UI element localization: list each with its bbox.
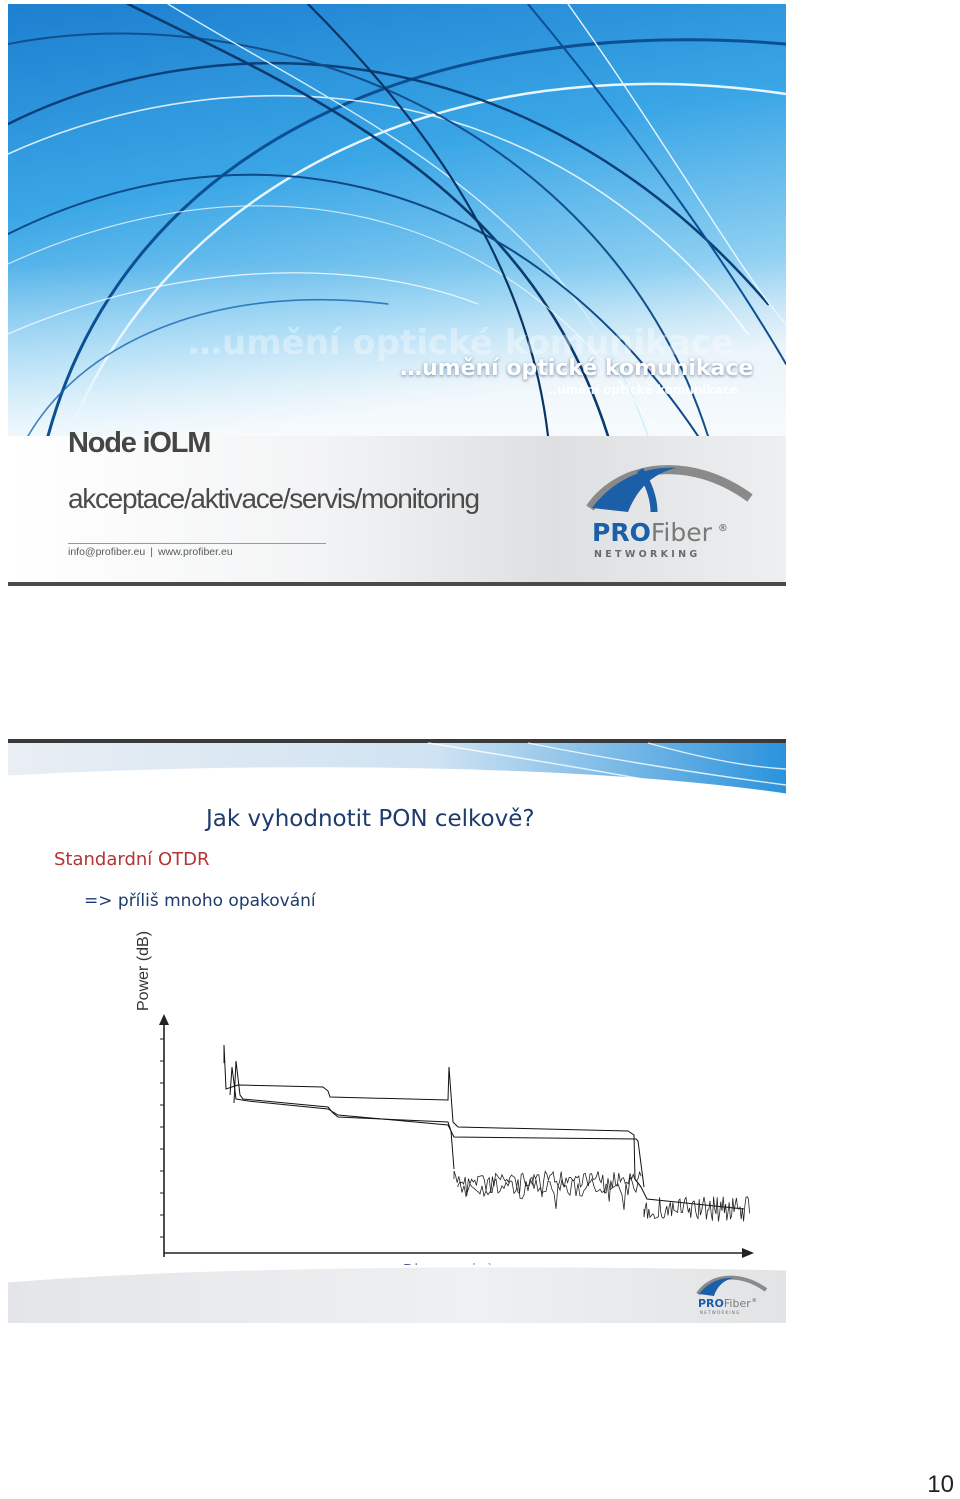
otdr-chart [8, 917, 786, 1277]
hero-tagline-small: ..umění optické komunikace [548, 383, 738, 397]
svg-text:PROFiber® [698, 1297, 757, 1310]
logo-word-pro: PRO [698, 1297, 724, 1310]
divider [68, 543, 326, 544]
hero-tagline: …umění optické komunikace [400, 356, 754, 381]
logo-word-pro: PRO [592, 518, 651, 547]
noise-floor [454, 1171, 750, 1222]
bullet-too-many-repeats [84, 891, 316, 911]
svg-text:PROFiber® [592, 518, 728, 547]
logo-networking: N E T W O R K I N G [700, 1310, 740, 1315]
trace-3 [230, 1067, 644, 1187]
contact-separator: | [150, 546, 153, 558]
otdr-traces [224, 1045, 744, 1209]
slide-bottom-edge [8, 582, 786, 586]
profiber-logo-small [694, 1272, 772, 1316]
arrow-glyph: => [84, 891, 113, 911]
slide-footer-band [8, 1229, 786, 1323]
logo-registered-mark: ® [717, 523, 728, 534]
logo-word-fiber: Fiber [723, 1297, 751, 1310]
svg-text:…umění optické komunikace: …umění optické komunikace [188, 323, 735, 363]
contact-email: info@profiber.eu [68, 546, 146, 558]
logo-word-fiber: Fiber [650, 518, 712, 547]
title-slide [8, 4, 786, 586]
slide-title: Node iOLM [68, 427, 211, 459]
trace-1 [224, 1045, 641, 1187]
contact-website: www.profiber.eu [157, 546, 233, 558]
bullet-text: příliš mnoho opakování [117, 891, 316, 911]
bullet-standard-otdr: Standardní OTDR [54, 849, 210, 870]
logo-registered-mark: ® [751, 1298, 757, 1304]
trace-1-tail [635, 1179, 744, 1209]
page-number: 10 [927, 1471, 954, 1498]
contact-line [68, 546, 233, 558]
noise-trace-c [644, 1197, 750, 1222]
logo-networking: N E T W O R K I N G [594, 549, 698, 560]
trace-2 [234, 1061, 454, 1169]
content-slide [8, 739, 786, 1323]
profiber-logo [580, 456, 764, 561]
slide-header-band [8, 739, 786, 795]
slide-title: Jak vyhodnotit PON celkově? [206, 806, 535, 832]
y-axis-label: Power (dB) [135, 930, 152, 1011]
slide-subtitle: akceptace/aktivace/servis/monitoring [68, 483, 479, 514]
y-axis-arrow-icon [159, 1014, 169, 1025]
